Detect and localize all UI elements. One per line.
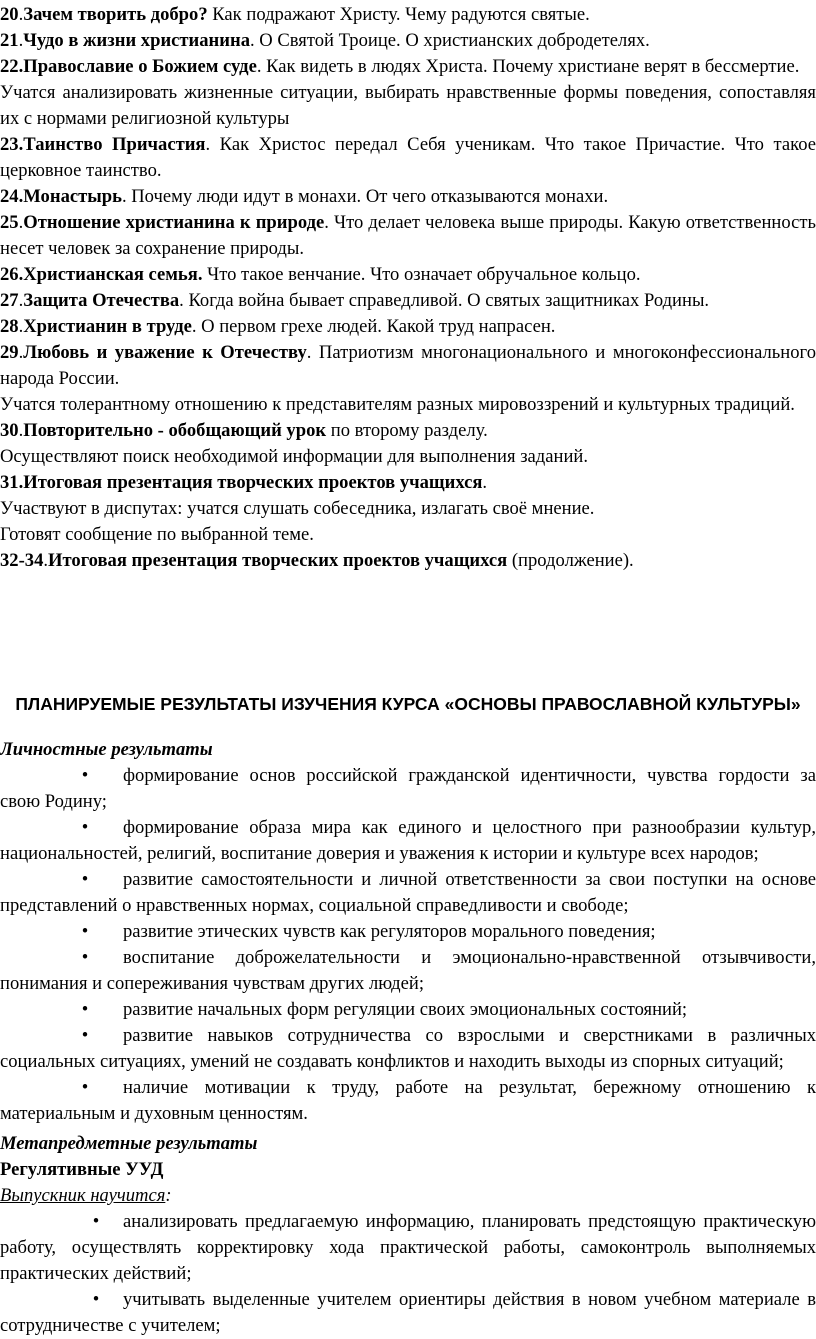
list-item: • анализировать предлагаемую информацию, планировать предстоящую практическую работу, осуществлять корректировку хода практической работы, самоконтроль выполняемых практических действий; bbox=[0, 1211, 816, 1284]
bullet-icon: • bbox=[81, 817, 89, 838]
bullet-icon: • bbox=[81, 765, 89, 786]
bullet-icon: • bbox=[81, 999, 89, 1020]
lesson-25: 25.Отношение христианина к природе. Что делает человека выше природы. Какую ответственность несет человек за сохранение природы. bbox=[0, 212, 816, 259]
bullet-icon: • bbox=[81, 1077, 89, 1098]
bullet-icon: • bbox=[81, 869, 89, 890]
bullet-icon: • bbox=[81, 947, 89, 968]
note-analysis: Учатся анализировать жизненные ситуации, выбирать нравственные формы поведения, сопоставляя их с нормами религиозной культуры bbox=[0, 82, 816, 129]
personal-results-title: Личностные результаты bbox=[0, 739, 213, 760]
note-report: Готовят сообщение по выбранной теме. bbox=[0, 524, 314, 545]
list-item: • развитие начальных форм регуляции своих эмоциональных состояний; bbox=[0, 997, 816, 1023]
bullet-icon: • bbox=[92, 1211, 100, 1232]
bullet-icon: • bbox=[92, 1289, 100, 1310]
lesson-30: 30.Повторительно - обобщающий урок по второму разделу. bbox=[0, 420, 488, 441]
lesson-26: 26.Христианская семья. Что такое венчание. Что означает обручальное кольцо. bbox=[0, 264, 641, 285]
list-item: • развитие самостоятельности и личной ответственности за свои поступки на основе представлений о нравственных нормах, социальной справедливости и свободе; bbox=[0, 869, 816, 916]
section-heading: ПЛАНИРУЕМЫЕ РЕЗУЛЬТАТЫ ИЗУЧЕНИЯ КУРСА «ОСНОВЫ ПРАВОСЛАВНОЙ КУЛЬТУРЫ» bbox=[15, 694, 801, 714]
bullet-icon: • bbox=[81, 921, 89, 942]
list-item: • формирование основ российской гражданской идентичности, чувства гордости за свою Родину; bbox=[0, 765, 816, 812]
lesson-block-1 bbox=[0, 2, 816, 574]
list-item: • развитие этических чувств как регуляторов морального поведения; bbox=[0, 919, 816, 945]
lesson-27: 27.Защита Отечества. Когда война бывает справедливой. О святых защитниках Родины. bbox=[0, 290, 710, 311]
lesson-23: 23.Таинство Причастия. Как Христос передал Себя ученикам. Что такое Причастие. Что такое церковное таинство. bbox=[0, 134, 816, 181]
list-item: • воспитание доброжелательности и эмоционально-нравственной отзывчивости, понимания и сопереживания чувствам других людей; bbox=[0, 947, 816, 994]
list-item: • формирование образа мира как единого и целостного при разнообразии культур, национальностей, религий, воспитание доверия и уважения к истории и культуре всех народов; bbox=[0, 817, 816, 864]
lesson-22: 22.Православие о Божием суде. Как видеть в людях Христа. Почему христиане верят в бессмертие. bbox=[0, 56, 800, 77]
bullet-icon: • bbox=[81, 1025, 89, 1046]
learns-label: Выпускник научится: bbox=[0, 1185, 172, 1206]
results-section bbox=[0, 692, 816, 716]
lesson-24: 24.Монастырь. Почему люди идут в монахи. От чего отказываются монахи. bbox=[0, 186, 609, 207]
lesson-21: 21.Чудо в жизни христианина. О Святой Троице. О христианских добродетелях. bbox=[0, 30, 650, 51]
note-search: Осуществляют поиск необходимой информации для выполнения заданий. bbox=[0, 446, 588, 467]
meta-results-title: Метапредметные результаты bbox=[0, 1133, 258, 1154]
lesson-29: 29.Любовь и уважение к Отечеству. Патриотизм многонационального и многоконфессионального народа России. bbox=[0, 342, 816, 389]
list-item: • учитывать выделенные учителем ориентиры действия в новом учебном материале в сотрудничестве с учителем; bbox=[0, 1289, 816, 1336]
note-tolerance: Учатся толерантному отношению к представителям разных мировоззрений и культурных традиций. bbox=[0, 394, 795, 415]
lesson-31: 31.Итоговая презентация творческих проектов учащихся. bbox=[0, 472, 488, 493]
list-item: • наличие мотивации к труду, работе на результат, бережному отношению к материальным и духовным ценностям. bbox=[0, 1077, 816, 1124]
note-disputes: Участвуют в диспутах: учатся слушать собеседника, излагать своё мнение. bbox=[0, 498, 595, 519]
meta-results bbox=[0, 1131, 816, 1339]
lesson-32-34: 32-34.Итоговая презентация творческих проектов учащихся (продолжение). bbox=[0, 550, 634, 571]
list-item: • развитие навыков сотрудничества со взрослыми и сверстниками в различных социальных ситуациях, умений не создавать конфликтов и находить выходы из спорных ситуаций; bbox=[0, 1025, 816, 1072]
lesson-28: 28.Христианин в труде. О первом грехе людей. Какой труд напрасен. bbox=[0, 316, 556, 337]
lesson-20: 20.Зачем творить добро? Как подражают Христу. Чему радуются святые. bbox=[0, 4, 590, 25]
personal-results bbox=[0, 737, 816, 1127]
regulative-title: Регулятивные УУД bbox=[0, 1159, 164, 1180]
